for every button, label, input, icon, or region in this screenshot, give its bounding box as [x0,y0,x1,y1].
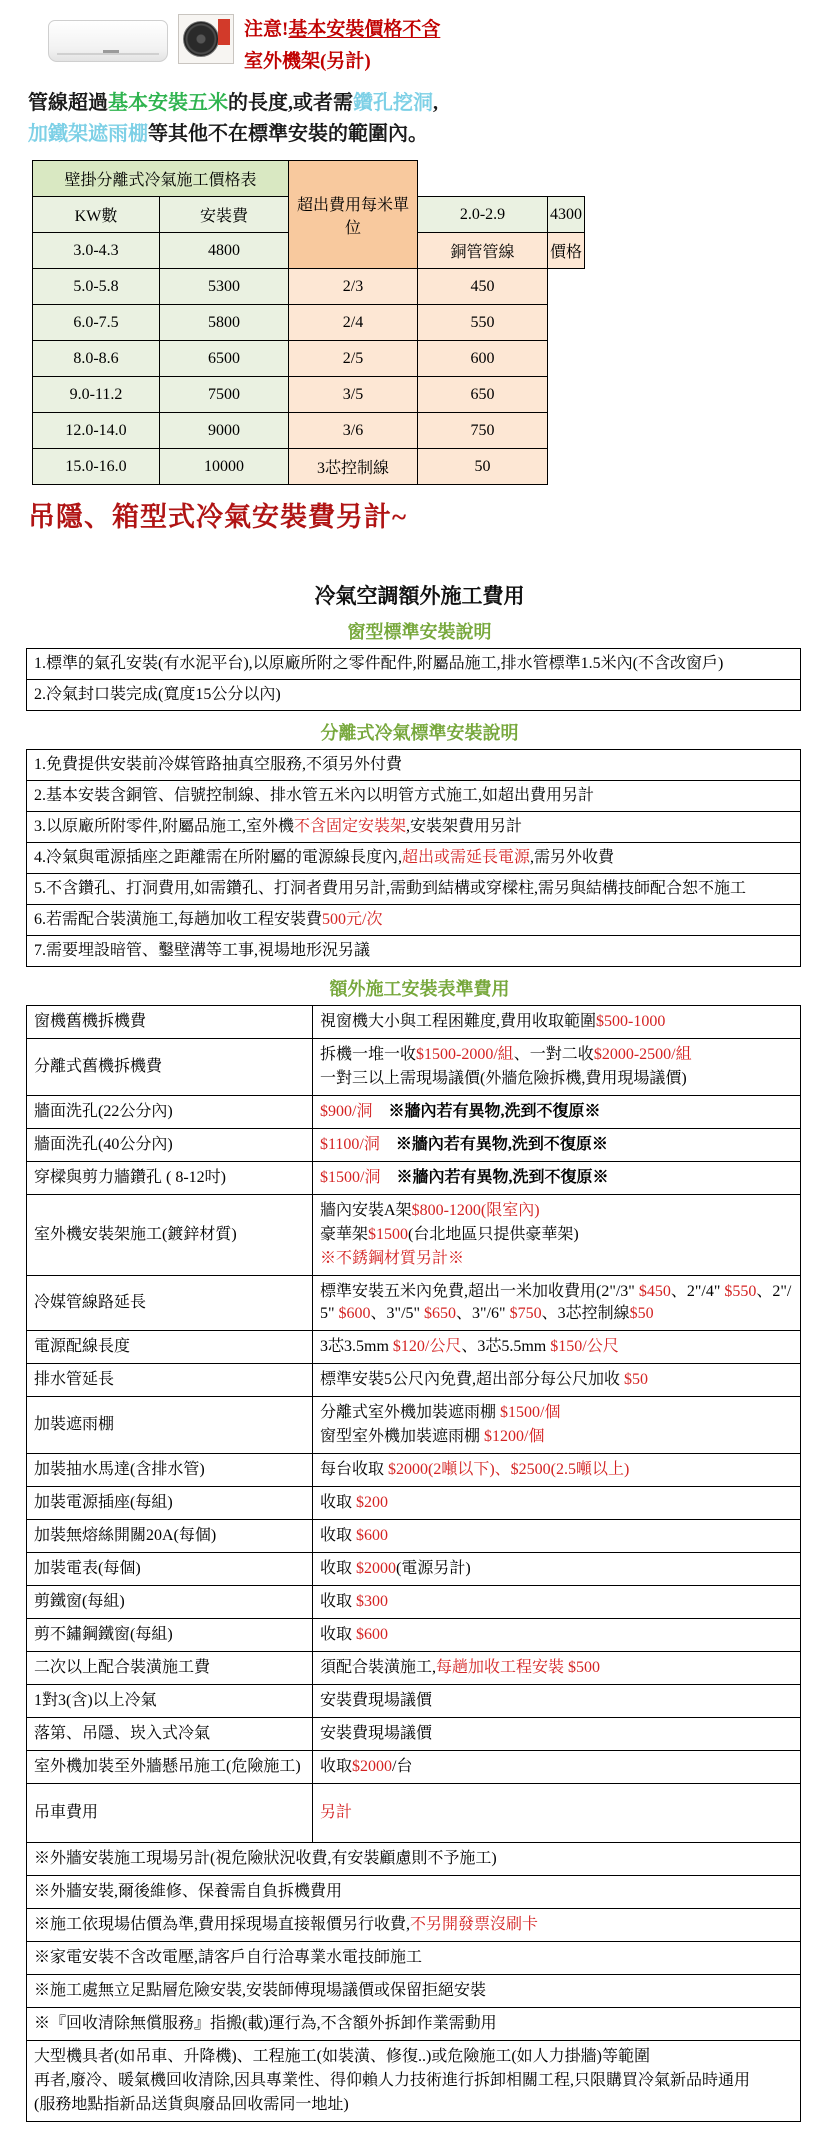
table-row [27,1909,801,1942]
note-cell [27,1975,801,2008]
text-segment: 拆機一堆一收 [320,1046,417,1063]
value-line [34,2069,793,2093]
red-label-icon [218,19,230,45]
fee-label-cell: 室外機加裝至外牆懸吊施工(危險施工) [27,1751,313,1784]
table-row [27,936,801,967]
value-line [34,1880,793,1904]
col-header-kw: KW數 [33,197,160,233]
text-segment: 1.免費提供安裝前冷媒管路抽真空服務,不須另外付費 [34,756,403,773]
fee-value-cell [313,1276,801,1331]
table-row [27,1843,801,1876]
value-line [320,1491,793,1515]
text-segment: $600 [338,1305,371,1322]
text-segment: 2.冷氣封口裝完成(寬度15公分以內) [34,686,281,703]
text-segment: 每趟加收工程安裝 $500 [436,1659,601,1676]
text-segment: $500-1000 [596,1013,666,1030]
fan-icon [183,21,219,57]
fee-value-cell [313,1039,801,1096]
text-segment: (服務地點指新品送貨與廢品回收需同一地址) [34,2096,349,2113]
table-cell: 50 [418,449,548,485]
table-cell: 9000 [160,413,289,449]
text-segment: 、3"/6" [456,1305,510,1322]
extra-fees-table [26,1005,801,2122]
table-row [27,2008,801,2041]
text-segment: $750 [509,1305,542,1322]
table-cell: 2/3 [289,269,418,305]
table-cell: 4800 [160,233,289,269]
value-line [320,1401,793,1425]
text-segment: 收取 [320,1494,357,1511]
text-segment: 一對三以上需現場議價(外牆危險拆機,費用現場議價) [320,1070,687,1087]
text-segment: 、一對二收 [513,1046,594,1063]
table-row [27,905,801,936]
table-cell: 3/6 [289,413,418,449]
table-row [27,1520,801,1553]
text-segment: 窗型室外機加裝遮雨棚 [320,1428,485,1445]
value-line [34,2045,793,2069]
table-cell: 2/5 [289,341,418,377]
text-segment: $1500/個 [500,1404,561,1421]
text-segment: $50 [629,1305,654,1322]
table-cell: 2.0-2.9 [418,197,548,233]
fee-value-cell [313,1454,801,1487]
table-cell: 銅管管線 [418,233,548,269]
table-row [27,1006,801,1039]
fee-label-cell: 排水管延長 [27,1364,313,1397]
value-line [320,1368,793,1392]
col-header-fee: 安裝費 [160,197,289,233]
table-row [33,161,585,197]
text-segment: 等其他不在標準安裝的範圍內。 [148,123,428,145]
value-line [34,1946,793,1970]
fee-value-cell [313,1652,801,1685]
text-segment: 標準安裝五米內免費,超出一米加收費用(2"/3" [320,1283,639,1300]
text-segment: (電源另計) [396,1560,471,1577]
fee-label-cell: 剪不鏽鋼鐵窗(每組) [27,1619,313,1652]
text-segment: 牆內安裝A架 [320,1202,412,1219]
value-line [320,1335,793,1359]
text-segment: $900/洞 [320,1103,373,1120]
value-line [320,1801,793,1825]
notice-line2: 室外機架(另計) [244,51,371,72]
page-title: 冷氣空調額外施工費用 [314,584,525,608]
text-segment: 另計 [320,1804,353,1821]
intro-paragraph [28,88,813,150]
fee-value-cell [313,1397,801,1454]
table-row [27,1975,801,2008]
text-segment: 安裝費現場議價 [320,1725,433,1742]
fee-value-cell [313,1162,801,1195]
table-row [27,680,801,711]
table-row [27,1331,801,1364]
note-cell [27,1876,801,1909]
value-line [320,1280,793,1326]
fee-label-cell: 落第、吊隱、崁入式冷氣 [27,1718,313,1751]
value-line [320,1067,793,1091]
fee-label-cell: 牆面洗孔(40公分內) [27,1129,313,1162]
value-line [34,2093,793,2117]
table-row [27,874,801,905]
text-segment: 再者,廢冷、暖氣機回收清除,因具專業性、得仰賴人力技術進行拆卸相關工程,只限購買冷氣新品時通用 [34,2072,751,2089]
table-cell [27,750,801,781]
text-segment: 收取 [320,1527,357,1544]
outdoor-ac-unit-image [178,14,234,64]
text-segment: 安裝費現場議價 [320,1692,433,1709]
table-row [27,750,801,781]
text-segment: $800-1200(限室內) [411,1202,540,1219]
text-segment: 不含固定安裝架 [294,818,407,835]
table-row [33,413,585,449]
text-segment: $200 [356,1494,389,1511]
text-segment: $650 [424,1305,457,1322]
price-table-title: 壁掛分離式冷氣施工價格表 [33,161,289,197]
text-segment: ※牆內若有異物,洗到不復原※ [395,1136,608,1153]
fee-value-cell [313,1487,801,1520]
value-line [320,1043,793,1067]
value-line [320,1199,793,1223]
fee-label-cell: 牆面洗孔(22公分內) [27,1096,313,1129]
table-cell: 600 [418,341,548,377]
text-segment: $300 [356,1593,389,1610]
note-cell [27,1909,801,1942]
table-row [27,2041,801,2122]
value-line [320,1458,793,1482]
table-cell: 6500 [160,341,289,377]
fee-value-cell [313,1553,801,1586]
value-line [320,1166,793,1190]
table-row [27,1364,801,1397]
fee-value-cell [313,1331,801,1364]
intro-line2 [28,119,813,150]
table-row [33,341,585,377]
fee-label-cell: 冷媒管線路延長 [27,1276,313,1331]
table-cell [27,680,801,711]
table-cell [27,649,801,680]
text-segment: $450 [638,1283,671,1300]
value-line [34,1847,793,1871]
text-segment: 6.若需配合裝潢施工,每趟加收工程安裝費 [34,911,323,928]
table-row [27,1685,801,1718]
table-cell [27,936,801,967]
text-segment: $2000 [352,1758,393,1775]
note-cell [27,1843,801,1876]
split-standard-heading: 分離式冷氣標準安裝說明 [320,723,519,743]
text-segment: ※施工處無立足點層危險安裝,安裝師傅現場議價或保留拒絕安裝 [34,1982,487,1999]
fee-label-cell: 電源配線長度 [27,1331,313,1364]
fee-label-cell: 加裝抽水馬達(含排水管) [27,1454,313,1487]
fee-value-cell [313,1364,801,1397]
table-row [27,1397,801,1454]
value-line [320,1223,793,1247]
text-segment: 視窗機大小與工程困難度,費用收取範圍 [320,1013,597,1030]
table-row [27,1454,801,1487]
fee-value-cell [313,1718,801,1751]
window-standard-heading: 窗型標準安裝說明 [347,622,492,642]
text-segment: 每台收取 [320,1461,389,1478]
table-row [27,781,801,812]
fee-value-cell [313,1096,801,1129]
table-row [27,843,801,874]
table-cell [27,905,801,936]
table-cell: 7500 [160,377,289,413]
text-segment: 、3芯控制線 [541,1305,630,1322]
text-segment: 、3芯5.5mm [461,1338,551,1355]
text-segment [380,1136,396,1153]
text-segment: 標準安裝5公尺內免費,超出部分每公尺加收 [320,1371,625,1388]
fee-value-cell [313,1006,801,1039]
text-segment: 收取 [320,1593,357,1610]
table-row [27,1487,801,1520]
table-row [27,1751,801,1784]
table-row [27,1586,801,1619]
table-cell: 5300 [160,269,289,305]
value-line [320,1656,793,1680]
text-segment: $2000-2500/組 [593,1046,692,1063]
fee-label-cell: 加裝電源插座(每組) [27,1487,313,1520]
table-row [33,305,585,341]
text-segment: $2000(2噸以下)、$2500(2.5噸以上) [388,1461,630,1478]
fee-label-cell: 二次以上配合裝潢施工費 [27,1652,313,1685]
text-segment: 500元/次 [322,911,383,928]
table-cell: 8.0-8.6 [33,341,160,377]
text-segment: 、3"/5" [370,1305,425,1322]
fee-label-cell: 窗機舊機拆機費 [27,1006,313,1039]
table-cell: 價格 [548,233,585,269]
split-standard-table [26,749,801,967]
text-segment: /台 [392,1758,413,1775]
fee-value-cell [313,1195,801,1276]
table-row [33,377,585,413]
table-cell [27,874,801,905]
caption-other-types: 吊隱、箱型式冷氣安裝費另計~ [28,502,408,532]
value-line [320,1755,793,1779]
text-segment: 須配合裝潢施工, [320,1659,437,1676]
table-cell: 3芯控制線 [289,449,418,485]
text-segment: $2000 [356,1560,397,1577]
value-line [34,2012,793,2036]
table-cell [27,781,801,812]
text-segment: 收取 [320,1560,357,1577]
text-segment: ※牆內若有異物,洗到不復原※ [396,1169,609,1186]
table-cell: 750 [418,413,548,449]
notice-text [244,14,440,78]
fee-label-cell: 室外機安裝架施工(鍍鋅材質) [27,1195,313,1276]
intro-line1 [28,88,813,119]
notice-underlined: 基本安裝價格不含 [288,19,441,40]
table-row [27,1195,801,1276]
fee-label-cell: 吊車費用 [27,1784,313,1843]
table-row [27,1942,801,1975]
table-cell: 12.0-14.0 [33,413,160,449]
fee-label-cell: 加裝無熔絲開關20A(每個) [27,1520,313,1553]
table-row [33,449,585,485]
fee-label-cell: 分離式舊機拆機費 [27,1039,313,1096]
text-segment: ※外牆安裝,爾後維修、保養需自負拆機費用 [34,1883,343,1900]
text-segment: ※不銹鋼材質另計※ [320,1250,465,1267]
value-line [34,1913,793,1937]
table-cell: 5800 [160,305,289,341]
fee-value-cell [313,1751,801,1784]
table-cell: 650 [418,377,548,413]
text-segment: (台北地區只提供豪華架) [408,1226,579,1243]
table-row [27,1619,801,1652]
text-segment: 2.基本安裝含銅管、信號控制線、排水管五米內以明管方式施工,如超出費用另計 [34,787,595,804]
table-row [27,812,801,843]
value-line [34,1979,793,2003]
text-segment: $1500 [368,1226,409,1243]
fee-label-cell: 剪鐵窗(每組) [27,1586,313,1619]
text-segment: $50 [624,1371,649,1388]
text-segment: 的長度,或者需 [228,92,353,114]
note-cell [27,2041,801,2122]
text-segment: $600 [356,1527,389,1544]
value-line [320,1133,793,1157]
table-row [27,649,801,680]
table-row [27,1096,801,1129]
value-line [320,1247,793,1271]
window-standard-table [26,648,801,711]
table-cell: 9.0-11.2 [33,377,160,413]
text-segment: $600 [356,1626,389,1643]
fee-label-cell: 加裝遮雨棚 [27,1397,313,1454]
text-segment: 大型機具者(如吊車、升降機)、工程施工(如裝潢、修復..)或危險施工(如人力掛牆)等範圍 [34,2048,650,2065]
table-row [27,1553,801,1586]
notice-prefix: 注意! [244,19,289,40]
fee-label-cell: 加裝電表(每個) [27,1553,313,1586]
fee-value-cell [313,1784,801,1843]
installation-price-table [32,160,585,485]
fee-value-cell [313,1520,801,1553]
text-segment: 基本安裝五米 [108,92,228,114]
text-segment: $120/公尺 [392,1338,462,1355]
text-segment: 超出或需延長電源 [402,849,531,866]
table-cell: 2/4 [289,305,418,341]
text-segment: 、2"/5" [320,1283,792,1322]
indoor-ac-unit-image [48,20,168,62]
table-row [27,1784,801,1843]
excess-fee-header: 超出費用每米單位 [289,161,418,269]
table-row [27,1718,801,1751]
table-cell: 5.0-5.8 [33,269,160,305]
text-segment [372,1103,388,1120]
text-segment: 3芯3.5mm [320,1338,393,1355]
table-cell: 10000 [160,449,289,485]
text-segment: ,安裝架費用另計 [406,818,523,835]
text-segment: $1500/洞 [320,1169,381,1186]
text-segment: 不另開發票沒刷卡 [410,1916,539,1933]
text-segment: ,需另外收費 [530,849,615,866]
text-segment: ※牆內若有異物,洗到不復原※ [388,1103,601,1120]
text-segment: 收取 [320,1758,353,1775]
table-row [27,1652,801,1685]
table-row [27,1129,801,1162]
table-cell: 15.0-16.0 [33,449,160,485]
fee-value-cell [313,1685,801,1718]
text-segment: ※『回收清除無償服務』指搬(載)運行為,不含額外拆卸作業需動用 [34,2015,497,2032]
text-segment: , [433,92,438,114]
text-segment: 1.標準的氣孔安裝(有水泥平台),以原廠所附之零件配件,附屬品施工,排水管標準1.5米內(不含改窗戶) [34,655,724,672]
text-segment: 管線超過 [28,92,108,114]
table-row [27,1276,801,1331]
fee-label-cell: 穿樑與剪力牆鑽孔 ( 8-12吋) [27,1162,313,1195]
table-cell [27,812,801,843]
value-line [320,1100,793,1124]
fee-label-cell: 1對3(含)以上冷氣 [27,1685,313,1718]
value-line [320,1010,793,1034]
fee-value-cell [313,1586,801,1619]
top-notice-row [48,6,813,78]
value-line [320,1557,793,1581]
value-line [320,1590,793,1614]
value-line [320,1623,793,1647]
text-segment: $1500-2000/組 [416,1046,514,1063]
text-segment: 7.需要埋設暗管、鑿壁溝等工事,視場地形況另議 [34,942,371,959]
table-row [27,1039,801,1096]
table-cell: 3/5 [289,377,418,413]
notice-line1 [244,14,440,46]
text-segment: 收取 [320,1626,357,1643]
text-segment: 鑽孔挖洞 [353,92,433,114]
text-segment: 5.不含鑽孔、打洞費用,如需鑽孔、打洞者費用另計,需動到結構或穿樑柱,需另與結構技師配合恕不施工 [34,880,747,897]
fee-value-cell [313,1619,801,1652]
extra-fees-heading: 額外施工安裝表準費用 [329,979,510,999]
text-segment: $550 [724,1283,757,1300]
text-segment: $1100/洞 [320,1136,380,1153]
table-cell: 6.0-7.5 [33,305,160,341]
text-segment: 4.冷氣與電源插座之距離需在所附屬的電源線長度內, [34,849,403,866]
text-segment: 、2"/4" [670,1283,725,1300]
table-row [33,269,585,305]
table-cell: 3.0-4.3 [33,233,160,269]
value-line [320,1689,793,1713]
table-cell: 550 [418,305,548,341]
note-cell [27,1942,801,1975]
text-segment: ※家電安裝不含改電壓,請客戶自行洽專業水電技師施工 [34,1949,423,1966]
table-cell: 4300 [548,197,585,233]
text-segment: 豪華架 [320,1226,369,1243]
table-row [27,1876,801,1909]
text-segment [380,1169,396,1186]
text-segment: 分離式室外機加裝遮雨棚 [320,1404,501,1421]
text-segment: 3.以原廠所附零件,附屬品施工,室外機 [34,818,295,835]
table-row [27,1162,801,1195]
note-cell [27,2008,801,2041]
fee-value-cell [313,1129,801,1162]
value-line [320,1425,793,1449]
text-segment: $1200/個 [484,1428,545,1445]
table-cell [27,843,801,874]
text-segment: ※外牆安裝施工現場另計(視危險狀況收費,有安裝顧慮則不予施工) [34,1850,497,1867]
text-segment: ※施工依現場估價為準,費用採現場直接報價另行收費, [34,1916,411,1933]
text-segment: $150/公尺 [550,1338,619,1355]
table-cell: 450 [418,269,548,305]
text-segment: 加鐵架遮雨棚 [28,123,148,145]
value-line [320,1722,793,1746]
value-line [320,1524,793,1548]
